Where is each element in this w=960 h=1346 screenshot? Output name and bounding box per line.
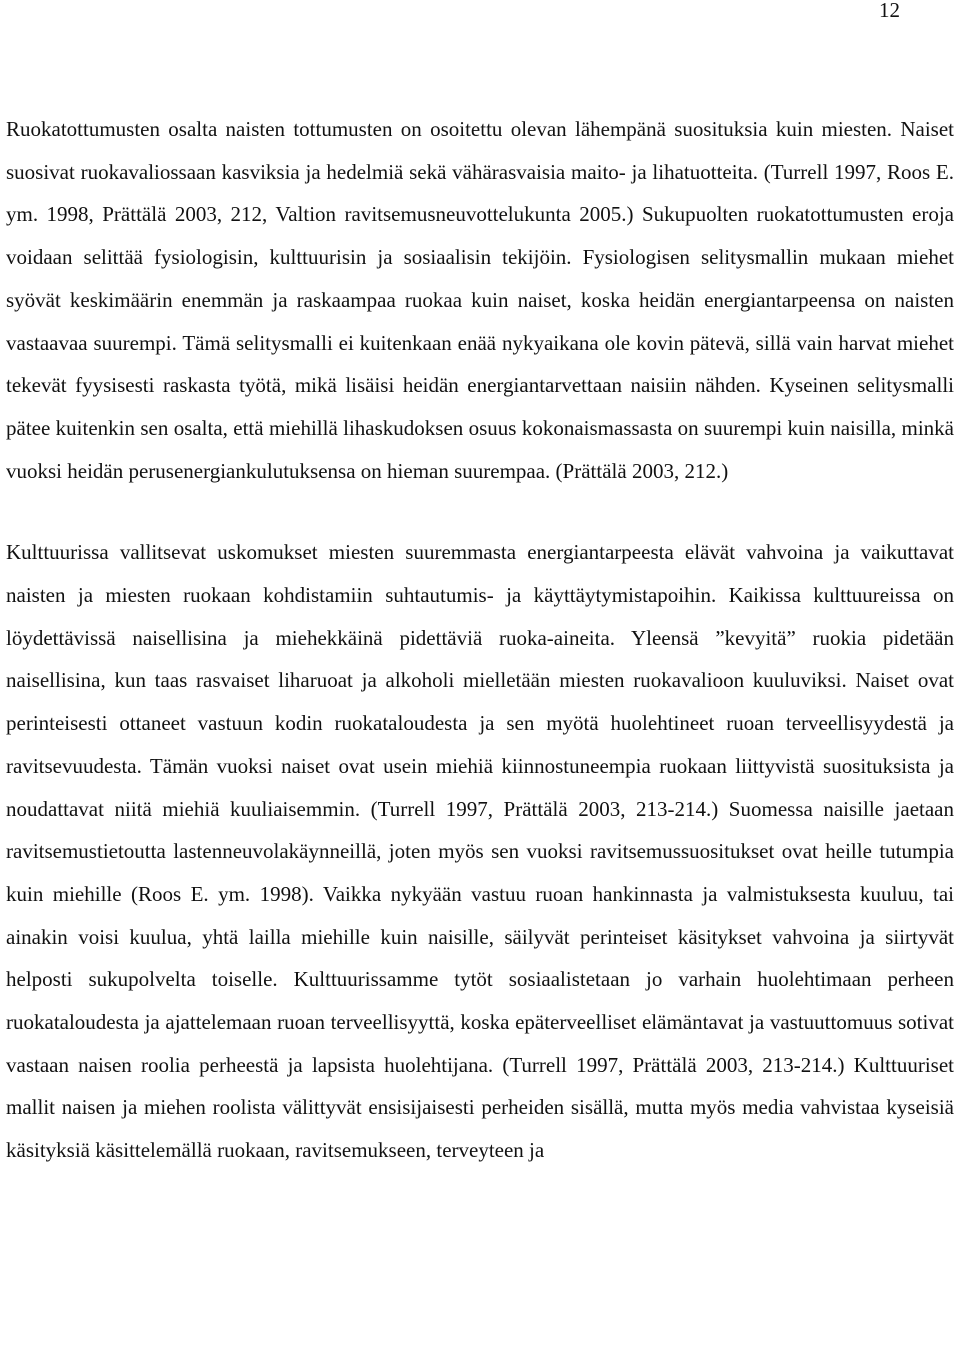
paragraph-2: Kulttuurissa vallitsevat uskomukset miesten suuremmasta energiantarpeesta elävät vahvoina ja vaikuttavat naisten ja miesten ruokaan kohdistamiin suhtautumis- ja käyttäytymistapoihin. Kaikissa kulttuureissa on löydettävissä naisellisina ja miehekkäinä pidettäviä ruoka-aineita. Yleensä ”kevyitä” ruokia pidetään naisellisina, kun taas rasvaiset liharuoat ja alkoholi mielletään miesten ruokavalioon kuuluviksi. Naiset ovat perinteisesti ottaneet vastuun kodin ruokataloudesta ja sen myötä huolehtineet ruoan terveellisyydestä ja ravitsevuudesta. Tämän vuoksi naiset ovat usein miehiä kiinnostuneempia ruokaan liittyvistä suosituksista ja noudattavat niitä miehiä kuuliaisemmin. (Turrell 1997, Prättälä 2003, 213-214.) Suomessa naisille jaetaan ravitsemustietoutta lastenneuvolakäynneillä, joten myös sen vuoksi ravitsemussuositukset ovat heille tutumpia kuin miehille (Roos E. ym. 1998). Vaikka nykyään vastuu ruoan hankinnasta ja valmistuksesta kuuluu, tai ainakin voisi kuulua, yhtä lailla miehille kuin naisille, säilyvät perinteiset käsitykset vahvoina ja siirtyvät helposti sukupolvelta toiselle. Kulttuurissamme tytöt sosiaalistetaan jo varhain huolehtimaan perheen ruokataloudesta ja ajattelemaan ruoan terveellisyyttä, koska epäterveelliset elämäntavat ja vastuuttomuus sotivat vastaan naisen roolia perheestä ja lapsista huolehtijana. (Turrell 1997, Prättälä 2003, 213-214.) Kulttuuriset mallit naisen ja miehen roolista välittyvät ensisijaisesti perheiden sisällä, mutta myös media vahvistaa kyseisiä käsityksiä käsittelemällä ruokaan, ravitsemukseen, terveyteen ja — [6, 540, 954, 1163]
page-number: 12 — [879, 0, 900, 22]
document-body — [6, 108, 954, 1172]
paragraph-1: Ruokatottumusten osalta naisten tottumusten on osoitettu olevan lähempänä suosituksia kuin miesten. Naiset suosivat ruokavaliossaan kasviksia ja hedelmiä sekä vähärasvaisia maito- ja lihatuotteita. (Turrell 1997, Roos E. ym. 1998, Prättälä 2003, 212, Valtion ravitsemusneuvottelukunta 2005.) Sukupuolten ruokatottumusten eroja voidaan selittää fysiologisin, kulttuurisin ja sosiaalisin tekijöin. Fysiologisen selitysmallin mukaan miehet syövät keskimäärin enemmän ja raskaampaa ruokaa kuin naiset, koska heidän energiantarpeensa on naisten vastaavaa suurempi. Tämä selitysmalli ei kuitenkaan enää nykyaikana ole kovin pätevä, sillä vain harvat miehet tekevät fyysisesti raskasta työtä, mikä lisäisi heidän energiantarvettaan naisiin nähden. Kyseinen selitysmalli pätee kuitenkin sen osalta, että miehillä lihaskudoksen osuus kokonaismassasta on suurempi kuin naisilla, minkä vuoksi heidän perusenergiankulutuksensa on hieman suurempaa. (Prättälä 2003, 212.) — [6, 117, 954, 483]
